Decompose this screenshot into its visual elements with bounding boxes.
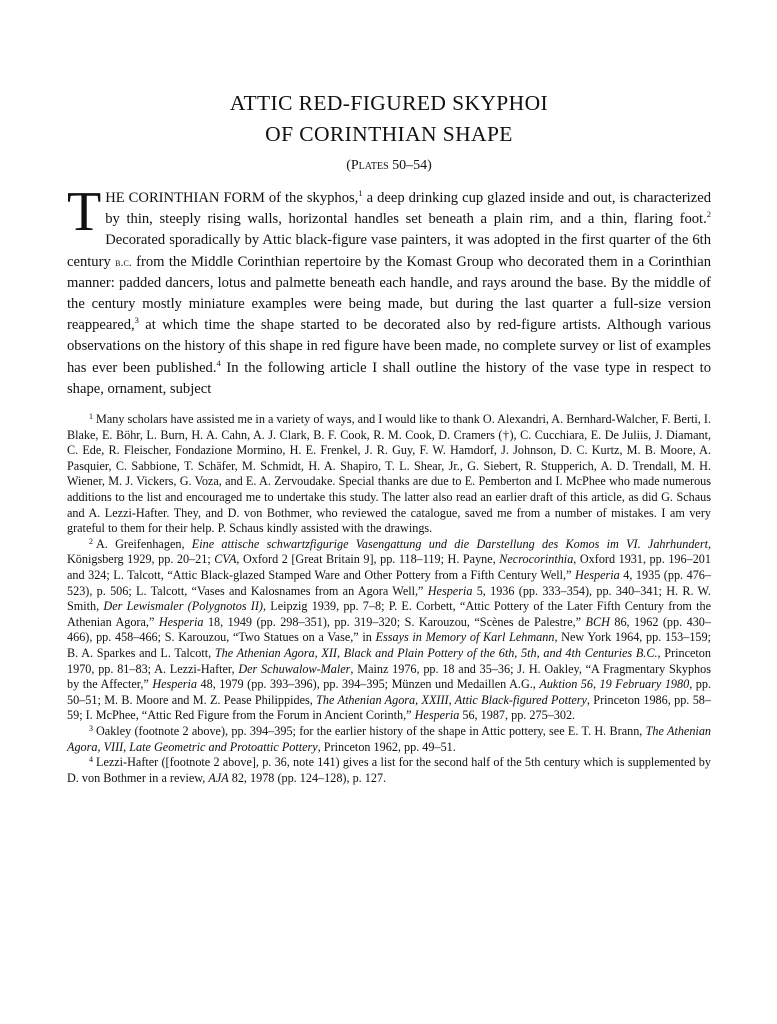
era-abbrev: b.c. xyxy=(115,254,132,269)
article-title xyxy=(67,88,711,150)
body-paragraph: THE CORINTHIAN FORM of the skyphos,$^1$ a deep drinking cup glazed inside and out, is characterized by thin, steeply rising walls, horizontal handles set beneath a plain rim, and a thin, flaring foot.$^2$ Decorated sporadically by Attic black-figure vase painters, it was adopted in the first quarter of the 6th century b.c. from the Middle Corinthian repertoire by the Komast Group who decorated them in a Corinthian manner: padded dancers, lotus and palmette beneath each handle, and rays around the base. By the middle of the century mostly miniature examples were being made, but during the last quarter a full-size version reappeared,$^3$ at which time the shape started to be decorated also by red-figure artists. Although various observations on the history of this shape in red figure have been made, no complete survey or list of examples has ever been published.$^4$ In the following article I shall outline the history of the vase type in respect to shape, ornament, subject xyxy=(67,181,711,397)
footnote-3: $^3$ Oakley (footnote 2 above), pp. 394–395; for the earlier history of the shape in Attic pottery, see E. T. H. Brann, The Athenian Agora, VIII, Late Geometric and Protoattic Pottery, Princeton 1962, pp. 49–51. xyxy=(67,723,712,754)
footnote-ref-3[interactable]: 3 xyxy=(134,315,139,326)
title-line-2: OF CORINTHIAN SHAPE xyxy=(265,122,513,146)
drop-cap: T xyxy=(67,181,102,243)
footnote-ref-4[interactable]: 4 xyxy=(216,357,221,368)
footnote-2: $^2$ A. Greifenhagen, Eine attische schwartzfigurige Vasengattung und die Darstellung des Komos im VI. Jahrhundert, Königsberg 1929, pp. 20–21; CVA, Oxford 2 [Great Britain 9], pp. 118–119; H. Payne, Necrocorinthia, Oxford 1931, pp. 196–201 and 324; L. Talcott, “Attic Black-glazed Stamped Ware and Other Pottery from a Fifth Century Well,” Hesperia 4, 1935 (pp. 476–523), p. 506; L. Talcott, “Vases and Kalosnames from an Agora Well,” Hesperia 5, 1936 (pp. 333–354), pp. 340–341; H. R. W. Smith, Der Lewismaler (Polygnotos II), Leipzig 1939, pp. 7–8; P. E. Corbett, “Attic Pottery of the Later Fifth Century from the Athenian Agora,” Hesperia 18, 1949 (pp. 298–351), pp. 319–320; S. Karouzou, “Scènes de Palestre,” BCH 86, 1962 (pp. 430–466), pp. 458–466; S. Karouzou, “Two Statues on a Vase,” in Essays in Memory of Karl Lehmann, New York 1964, pp. 153–159; B. A. Sparkes and L. Talcott, The Athenian Agora, XII, Black and Plain Pottery of the 6th, 5th, and 4th Centuries B.C., Princeton 1970, pp. 81–83; A. Lezzi-Hafter, Der Schuwalow-Maler, Mainz 1976, pp. 18 and 35–36; J. H. Oakley, “A Fragmentary Skyphos by the Affecter,” Hesperia 48, 1979 (pp. 393–396), pp. 394–395; Münzen und Medaillen A.G., Auktion 56, 19 February 1980, pp. 50–51; M. B. Moore and M. Z. Pease Philippides, The Athenian Agora, XXIII, Attic Black-figured Pottery, Princeton 1986, pp. 58–59; I. McPhee, “Attic Red Figure from the Forum in Ancient Corinth,” Hesperia 56, 1987, pp. 275–302. xyxy=(67,536,712,723)
footnote-ref-1[interactable]: 1 xyxy=(358,188,363,198)
opening-words: HE CORINTHIAN FORM xyxy=(105,190,265,206)
footnote-1: $^1$ Many scholars have assisted me in a variety of ways, and I would like to thank O. Alexandri, A. Bernhard-Walcher, F. Berti, I. Blake, E. Böhr, L. Burn, H. A. Cahn, A. J. Clark, B. F. Cook, R. M. Cook, D. Cramers (†), C. Cucchiara, E. De Juliis, J. Diamant, C. Ede, R. Fleischer, Fondazione Mormino, H. E. Frenkel, J. R. Guy, F. W. Hamdorf, J. Johnson, D. C. Kurtz, M. B. Moore, A. Pasquier, C. Sabbione, T. Schäfer, M. Schmidt, H. A. Shapiro, T. L. Shear, Jr., G. Siebert, R. Stupperich, A. D. Trendall, M. H. Wiener, M. J. Vickers, G. Voza, and E. A. Zervoudake. Special thanks are due to E. Pemberton and I. McPhee who made numerous additions to the list and encouraged me to undertake this study. The latter also read an earlier draft of this article, as did G. Schaus and A. Lezzi-Hafter. They, and D. von Bothmer, who reviewed the catalogue, saved me from a number of mistakes. I am very grateful to them for their help. P. Schaus kindly assisted with the drawings. xyxy=(67,412,711,536)
title-line-1: ATTIC RED-FIGURED SKYPHOI xyxy=(229,91,549,115)
footnote-4: $^4$ Lezzi-Hafter ([footnote 2 above], p. 36, note 141) gives a list for the second half of the 5th century which is supplemented by D. von Bothmer in a review, AJA 82, 1978 (pp. 124–128), p. 127. xyxy=(67,755,711,785)
plates-reference: (Plates 50–54) xyxy=(346,158,432,173)
footnote-ref-2[interactable]: 2 xyxy=(706,209,711,220)
footnotes xyxy=(67,412,711,786)
article-page xyxy=(67,88,711,786)
